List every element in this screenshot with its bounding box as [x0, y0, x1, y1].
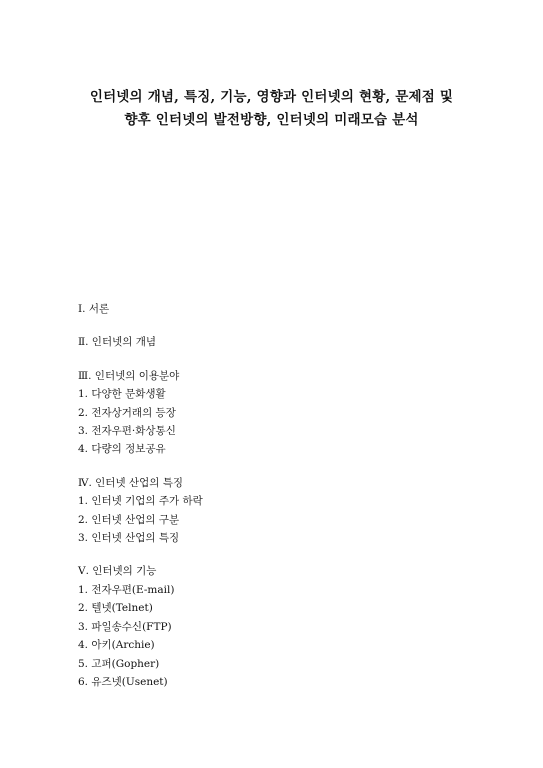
title-line-1: 인터넷의 개념, 특징, 기능, 영향과 인터넷의 현황, 문제점 및: [89, 89, 454, 105]
toc-item: 4. 다량의 정보공유: [78, 443, 166, 456]
toc-section-heading: Ⅴ. 인터넷의 기능: [78, 565, 157, 578]
toc-section-3: [78, 367, 478, 459]
table-of-contents: [78, 300, 478, 706]
toc-item: 2. 텔넷(Telnet): [78, 602, 153, 615]
toc-section-5: [78, 562, 478, 691]
toc-item: 6. 유즈넷(Usenet): [78, 675, 168, 688]
toc-section-heading: Ⅳ. 인터넷 산업의 특징: [78, 476, 183, 489]
toc-section-4: [78, 474, 478, 548]
toc-item: 1. 인터넷 기업의 주가 하락: [78, 495, 203, 508]
toc-item: 1. 다양한 문화생활: [78, 388, 166, 401]
toc-item: 2. 인터넷 산업의 구분: [78, 513, 180, 526]
document-title: [40, 86, 503, 132]
title-line-2: 향후 인터넷의 발전방향, 인터넷의 미래모습 분석: [124, 112, 419, 128]
toc-section-heading: Ⅰ. 서론: [78, 303, 110, 315]
toc-item: 3. 파일송수신(FTP): [78, 620, 172, 633]
toc-item: 5. 고퍼(Gopher): [78, 657, 160, 670]
toc-item: 2. 전자상거래의 등장: [78, 406, 176, 419]
toc-item: 4. 아키(Archie): [78, 639, 155, 652]
toc-section-1: [78, 300, 478, 318]
toc-item: 3. 전자우편·화상통신: [78, 425, 176, 438]
toc-section-heading: Ⅲ. 인터넷의 이용분야: [78, 369, 180, 382]
toc-item: 1. 전자우편(E-mail): [78, 583, 175, 596]
toc-item: 3. 인터넷 산업의 특징: [78, 532, 180, 545]
toc-section-2: [78, 333, 478, 351]
toc-section-heading: Ⅱ. 인터넷의 개념: [78, 336, 157, 349]
